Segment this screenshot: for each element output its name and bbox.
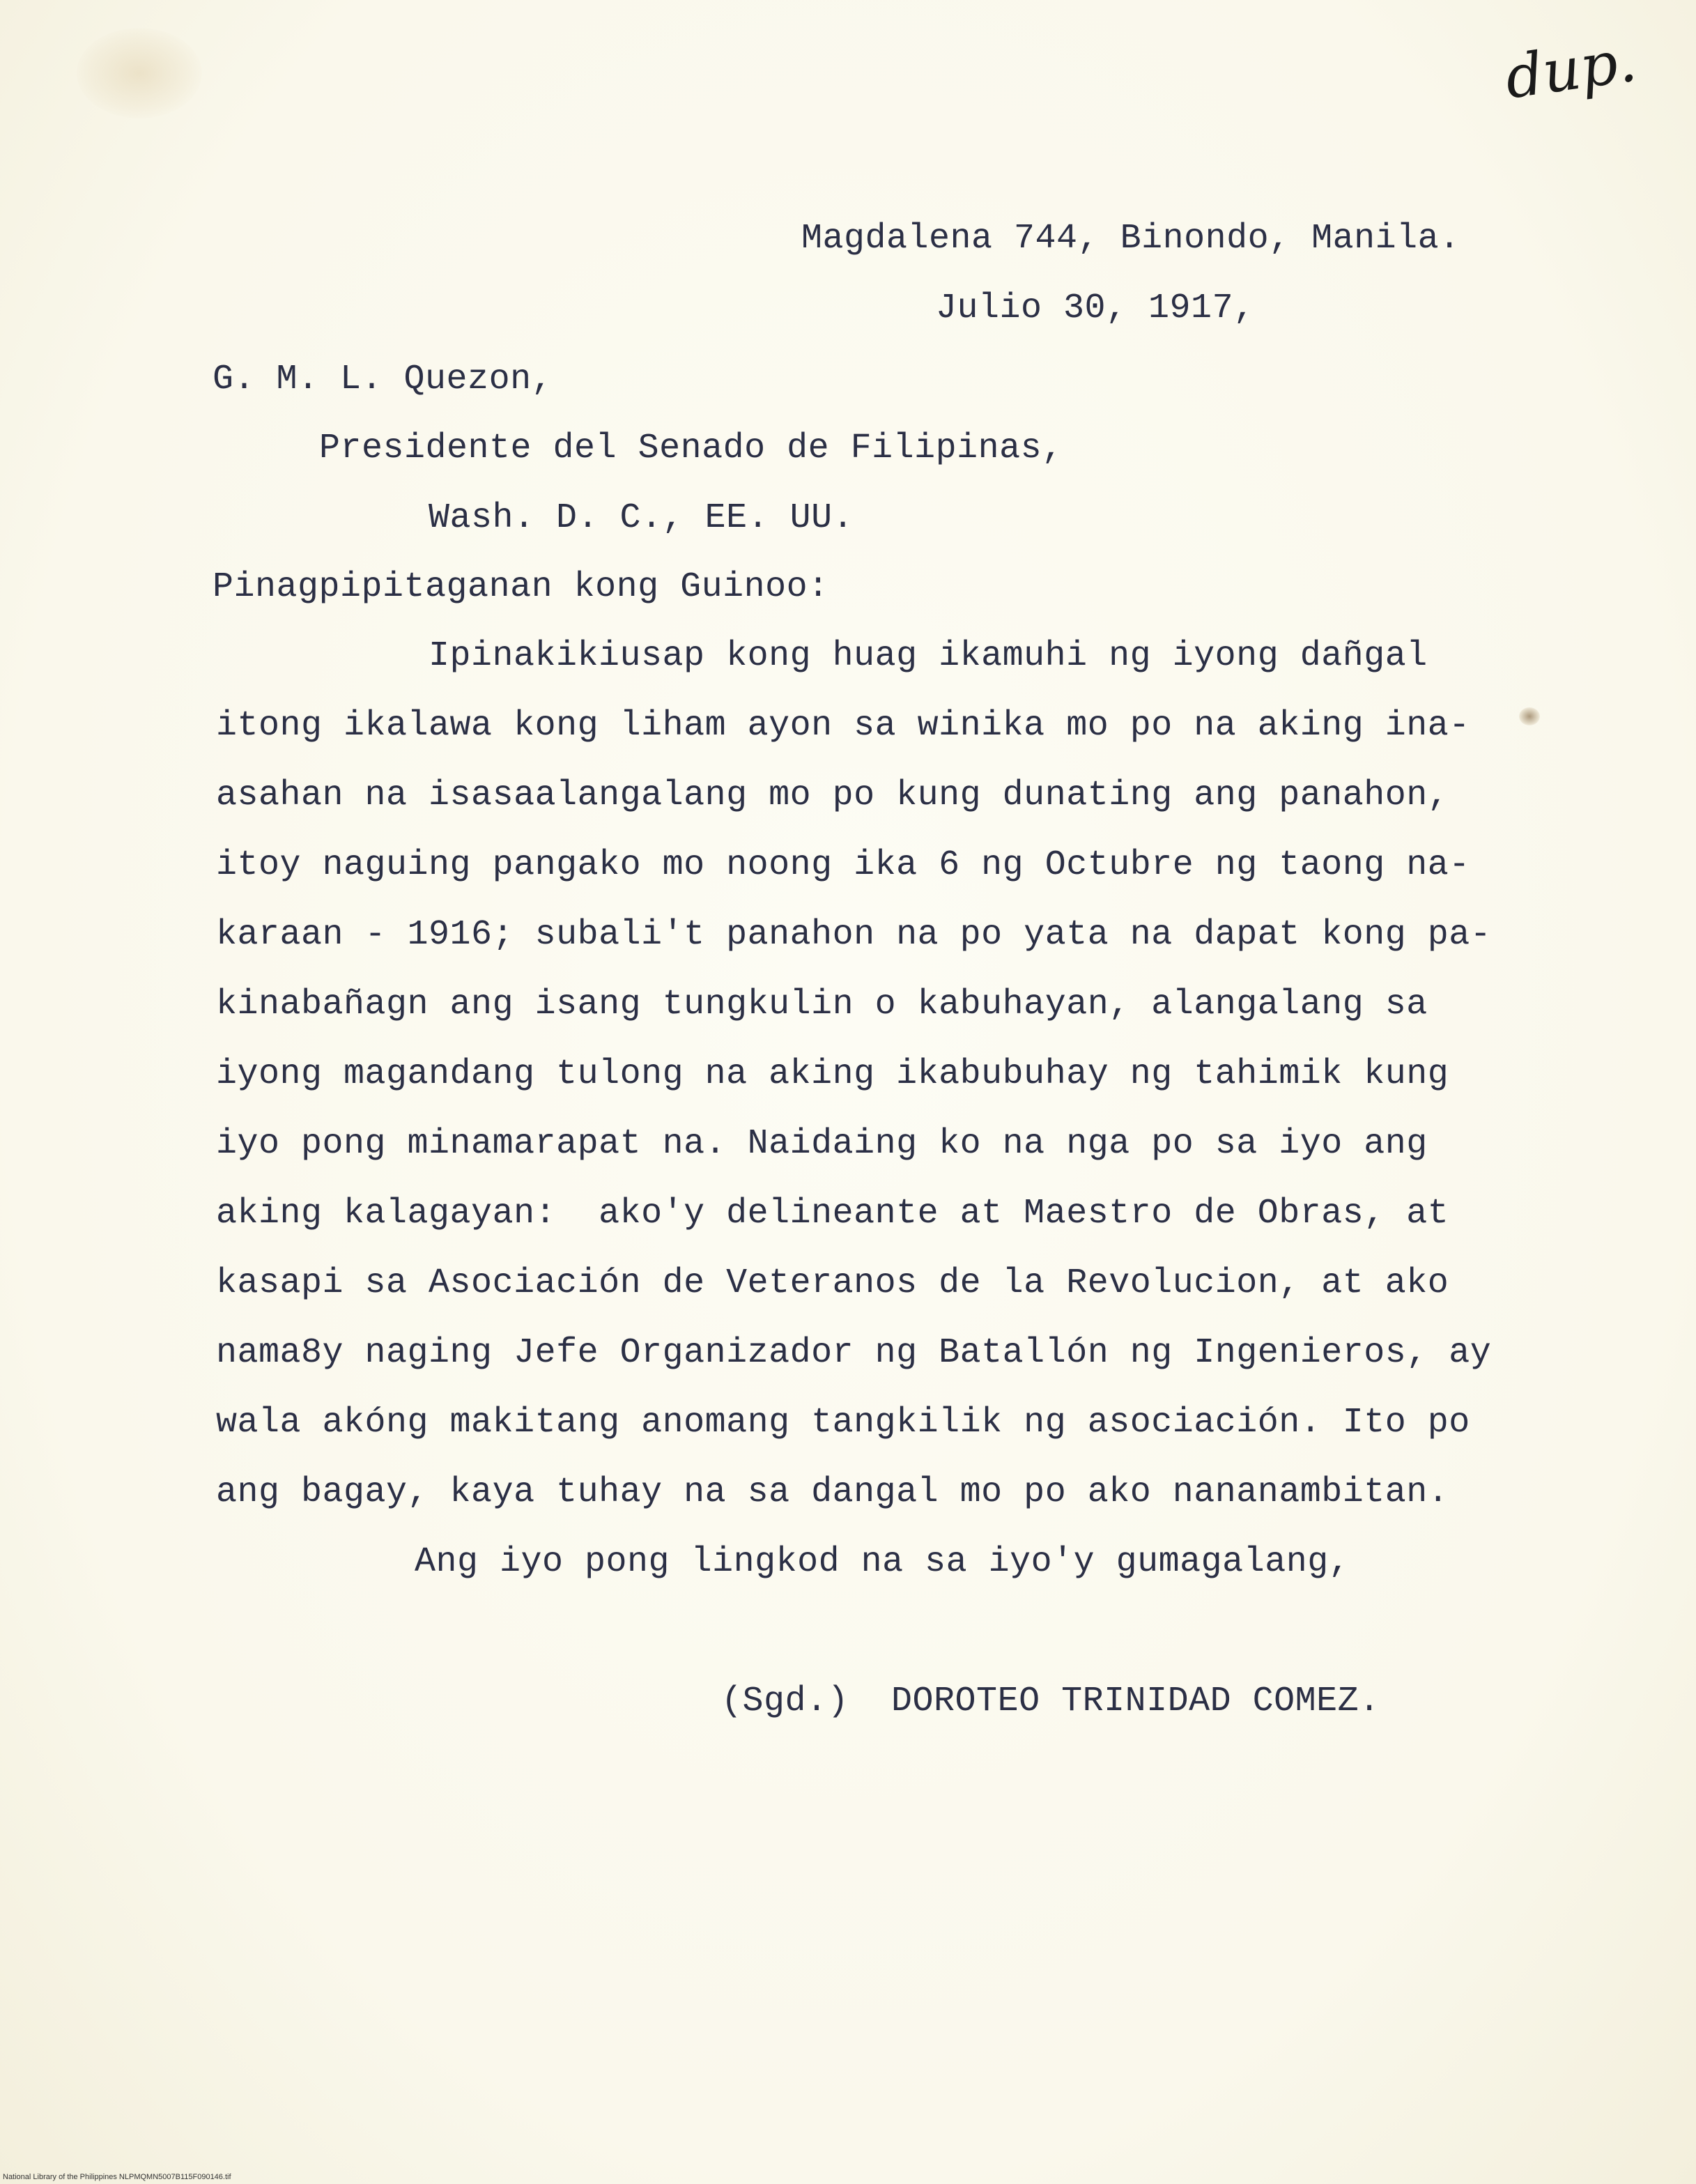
body-line: itoy naguing pangako mo noong ika 6 ng Octubre ng taong na- <box>216 845 1470 885</box>
letter-date: Julio 30, 1917, <box>936 289 1255 328</box>
body-line: ang bagay, kaya tuhay na sa dangal mo po ako nananambitan. <box>216 1472 1449 1512</box>
body-line: Ipinakikiusap kong huag ikamuhi ng iyong dañgal <box>429 636 1428 676</box>
recipient-title: Presidente del Senado de Filipinas, <box>319 429 1063 468</box>
body-line: nama8y naging Jefe Organizador ng Batallón ng Ingenieros, ay <box>216 1333 1492 1373</box>
body-line: karaan - 1916; subali't panahon na po yata na dapat kong pa- <box>216 915 1492 955</box>
closing-line: Ang iyo pong lingkod na sa iyo'y gumagalang, <box>415 1542 1350 1582</box>
body-line: aking kalagayan: ako'y delineante at Maestro de Obras, at <box>216 1194 1449 1233</box>
sender-address: Magdalena 744, Binondo, Manila. <box>801 219 1460 259</box>
handwritten-annotation: dup. <box>1501 26 1641 112</box>
recipient-location: Wash. D. C., EE. UU. <box>429 498 854 538</box>
body-line: kasapi sa Asociación de Veteranos de la Revolucion, at ako <box>216 1263 1449 1303</box>
body-line: wala akóng makitang anomang tangkilik ng asociación. Ito po <box>216 1403 1470 1443</box>
body-line: itong ikalawa kong liham ayon sa winika mo po na aking ina- <box>216 706 1470 746</box>
body-line: kinabañagn ang isang tungkulin o kabuhayan, alangalang sa <box>216 985 1428 1024</box>
body-line: iyo pong minamarapat na. Naidaing ko na nga po sa iyo ang <box>216 1124 1428 1164</box>
body-line: asahan na isasaalangalang mo po kung dunating ang panahon, <box>216 776 1449 815</box>
recipient-name: G. M. L. Quezon, <box>213 360 553 399</box>
paper-stain <box>77 28 202 118</box>
body-line: iyong magandang tulong na aking ikabubuhay ng tahimik kung <box>216 1054 1449 1094</box>
ink-blot <box>1519 707 1540 725</box>
archive-footer: National Library of the Philippines NLPMQMN5007B115F090146.tif <box>3 2173 231 2181</box>
salutation: Pinagpipitaganan kong Guinoo: <box>213 567 829 607</box>
signature-line: (Sgd.) DOROTEO TRINIDAD COMEZ. <box>721 1682 1380 1721</box>
